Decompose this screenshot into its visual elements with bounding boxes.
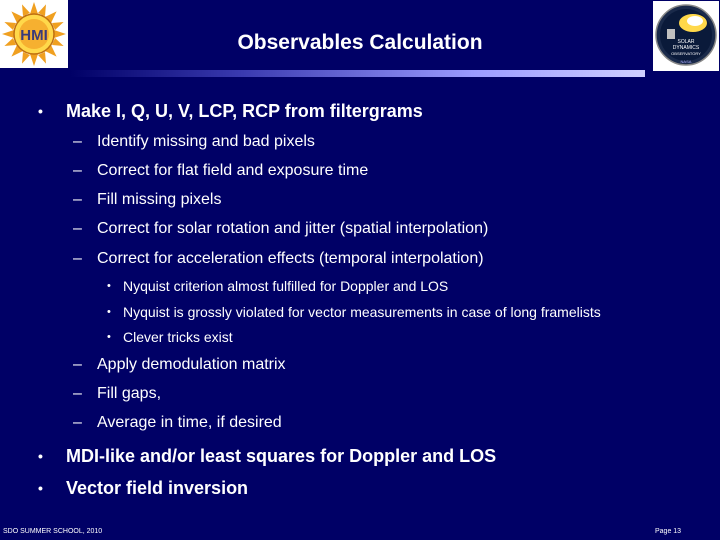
bullet-marker: • <box>38 103 43 119</box>
dash-marker: – <box>73 220 82 237</box>
bullet-text: Vector field inversion <box>66 478 249 498</box>
sub-item-text: Apply demodulation matrix <box>97 356 286 373</box>
sdo-logo-line-3: OBSERVATORY <box>671 51 701 56</box>
sub-sub-item-text: Nyquist criterion almost fulfilled for Doppler and LOS <box>123 278 449 294</box>
page-number: Page 13 <box>655 528 682 535</box>
bullet-marker: • <box>38 448 43 464</box>
sub-sub-item-text: Nyquist is grossly violated for vector measurements in case of long framelists <box>123 304 601 320</box>
sdo-logo-line-2: DYNAMICS <box>672 45 700 51</box>
dash-marker: – <box>73 356 82 373</box>
dash-marker: – <box>73 250 82 267</box>
sub-item-text: Correct for flat field and exposure time <box>97 162 369 179</box>
sub-item-text: Identify missing and bad pixels <box>97 133 315 150</box>
footer-school: SDO SUMMER SCHOOL, 2010 <box>3 528 103 535</box>
sdo-logo <box>653 1 719 71</box>
sub-item-text: Correct for acceleration effects (temporal interpolation) <box>97 250 484 267</box>
sub-sub-item-text: Clever tricks exist <box>123 329 233 345</box>
dash-marker: – <box>73 414 82 431</box>
bullet-marker: • <box>107 280 111 292</box>
title-underline <box>70 70 645 77</box>
slide-title: Observables Calculation <box>237 31 483 54</box>
sub-item-text: Average in time, if desired <box>97 414 282 431</box>
bullet-text: Make I, Q, U, V, LCP, RCP from filtergrams <box>66 101 423 121</box>
sdo-logo-line-4: NASA <box>680 59 692 64</box>
bullet-marker: • <box>38 480 43 496</box>
sub-item-text: Fill missing pixels <box>97 191 222 208</box>
sub-item-text: Fill gaps, <box>97 385 162 402</box>
hmi-logo <box>0 0 68 68</box>
dash-marker: – <box>73 385 82 402</box>
hmi-logo-text: HMI <box>20 27 48 44</box>
bullet-marker: • <box>107 331 111 343</box>
bullet-marker: • <box>107 306 111 318</box>
dash-marker: – <box>73 133 82 150</box>
dash-marker: – <box>73 162 82 179</box>
sub-item-text: Correct for solar rotation and jitter (spatial interpolation) <box>97 220 489 237</box>
dash-marker: – <box>73 191 82 208</box>
bullet-text: MDI-like and/or least squares for Doppler and LOS <box>66 446 497 466</box>
sdo-logo-line-1: SOLAR <box>677 39 695 45</box>
